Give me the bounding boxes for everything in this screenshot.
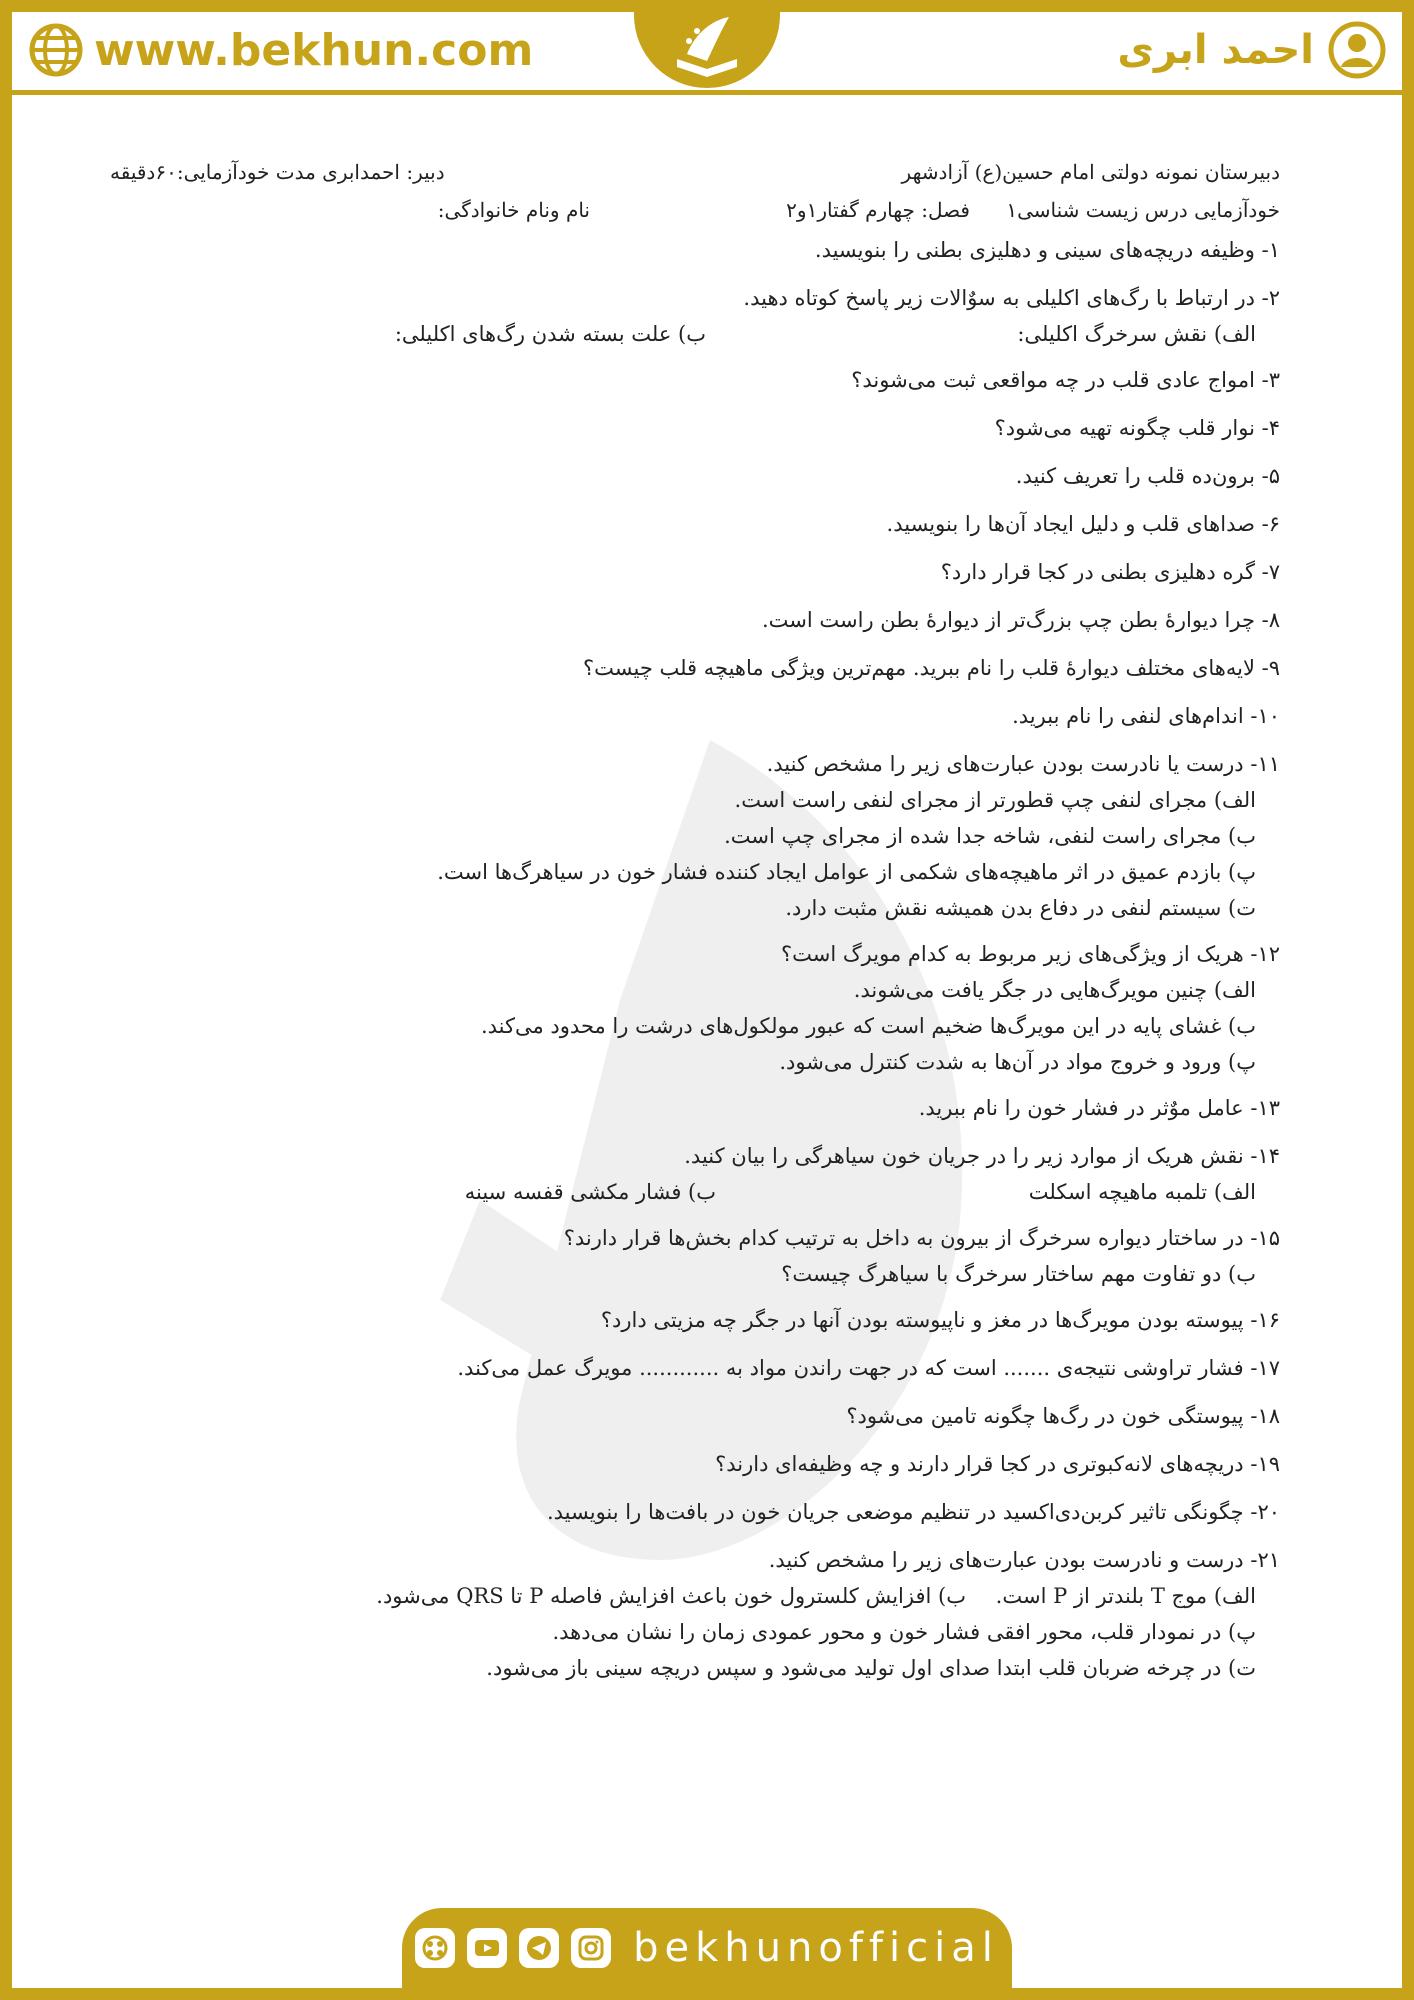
author-name: احمد ابری <box>1117 27 1314 73</box>
footer-bar <box>402 1908 1012 1988</box>
question-14-part-a: الف) تلمبه ماهیچه اسکلت <box>1028 1180 1256 1204</box>
school-name: دبیرستان نمونه دولتی امام حسین(ع) آزادشهر <box>901 160 1280 184</box>
name-field: نام ونام خانوادگی: <box>437 198 590 222</box>
question-21-item: ت) در چرخه ضربان قلب ابتدا صدای اول تولید می‌شود و سپس دریچه سینی باز می‌شود. <box>486 1656 1256 1680</box>
social-handle: bekhunofficial <box>633 1925 999 1971</box>
question-15: ۱۵- در ساختار دیواره سرخرگ از بیرون به داخل به ترتیب کدام بخش‌ها قرار دارند؟ <box>563 1226 1280 1250</box>
question-3: ۳- امواج عادی قلب در چه مواقعی ثبت می‌شوند؟ <box>851 368 1280 392</box>
chapter-title: فصل: چهارم گفتار۱و۲ <box>786 198 970 222</box>
question-12-item: پ) ورود و خروج مواد در آن‌ها به شدت کنترل می‌شود. <box>779 1050 1256 1074</box>
question-9: ۹- لایه‌های مختلف دیوارهٔ قلب را نام ببرید. مهم‌ترین ویژگی ماهیچه قلب چیست؟ <box>582 656 1280 680</box>
question-12-item: الف) چنین مویرگ‌هایی در جگر یافت می‌شوند. <box>853 978 1256 1002</box>
question-21-part-b: ب) افزایش کلسترول خون باعث افزایش فاصله P تا QRS می‌شود. <box>376 1584 966 1608</box>
question-16: ۱۶- پیوسته بودن مویرگ‌ها در مغز و ناپیوسته بودن آنها در جگر چه مزیتی دارد؟ <box>600 1308 1280 1332</box>
exam-header-row-2 <box>110 198 1280 228</box>
question-11: ۱۱- درست یا نادرست بودن عبارت‌های زیر را مشخص کنید. <box>766 752 1280 776</box>
question-2-part-b: ب) علت بسته شدن رگ‌های اکلیلی: <box>394 322 706 346</box>
globe-icon <box>28 22 84 78</box>
question-18: ۱۸- پیوستگی خون در رگ‌ها چگونه تامین می‌شود؟ <box>846 1404 1280 1428</box>
question-2: ۲- در ارتباط با رگ‌های اکلیلی به سوٌالات زیر پاسخ کوتاه دهید. <box>743 286 1280 310</box>
youtube-icon[interactable] <box>467 1928 507 1968</box>
question-12: ۱۲- هریک از ویژگی‌های زیر مربوط به کدام مویرگ است؟ <box>781 942 1280 966</box>
question-11-item: پ) بازدم عمیق در اثر ماهیچه‌های شکمی از عوامل ایجاد کننده فشار خون در سیاهرگ‌ها است. <box>437 860 1256 884</box>
question-15-item: ب) دو تفاوت مهم ساختار سرخرگ با سیاهرگ چیست؟ <box>781 1262 1256 1286</box>
instagram-icon[interactable] <box>571 1928 611 1968</box>
site-link[interactable] <box>28 20 533 80</box>
site-url: www.bekhun.com <box>94 24 534 76</box>
question-11-item: الف) مجرای لنفی چپ قطورتر از مجرای لنفی راست است. <box>734 788 1256 812</box>
question-21-item: پ) در نمودار قلب، محور افقی فشار خون و محور عمودی زمان را نشان می‌دهد. <box>552 1620 1256 1644</box>
question-11-item: ت) سیستم لنفی در دفاع بدن همیشه نقش مثبت دارد. <box>785 896 1256 920</box>
question-19: ۱۹- دریچه‌های لانه‌کبوتری در کجا قرار دارند و چه وظیفه‌ای دارند؟ <box>715 1452 1280 1476</box>
book-logo-icon <box>667 9 747 79</box>
telegram-icon[interactable] <box>519 1928 559 1968</box>
question-8: ۸- چرا دیوارهٔ بطن چپ بزرگ‌تر از دیوارهٔ بطن راست است. <box>762 608 1280 632</box>
question-1: ۱- وظیفه دریچه‌های سینی و دهلیزی بطنی را بنویسید. <box>814 238 1280 262</box>
question-21-part-a: الف) موج T بلندتر از P است. <box>995 1584 1256 1608</box>
question-20: ۲۰- چگونگی تاثیر کربن‌دی‌اکسید در تنظیم موضعی جریان خون در بافت‌ها را بنویسید. <box>546 1500 1280 1524</box>
course-title: خودآزمایی درس زیست شناسی۱ <box>1006 198 1280 222</box>
author-block <box>1117 20 1386 80</box>
question-2-part-a: الف) نقش سرخرگ اکلیلی: <box>1017 322 1256 346</box>
question-4: ۴- نوار قلب چگونه تهیه می‌شود؟ <box>994 416 1280 440</box>
teacher-time: دبیر: احمدابری مدت خودآزمایی:۶۰دقیقه <box>110 160 445 184</box>
user-icon <box>1328 21 1386 79</box>
question-13: ۱۳- عامل موٌثر در فشار خون را نام ببرید. <box>918 1096 1280 1120</box>
question-11-item: ب) مجرای راست لنفی، شاخه جدا شده از مجرای چپ است. <box>724 824 1256 848</box>
question-21: ۲۱- درست و نادرست بودن عبارت‌های زیر را مشخص کنید. <box>768 1548 1280 1572</box>
question-12-item: ب) غشای پایه در این مویرگ‌ها ضخیم است که عبور مولکول‌های درشت را محدود می‌کند. <box>480 1014 1256 1038</box>
question-5: ۵- برون‌ده قلب را تعریف کنید. <box>1015 464 1280 488</box>
question-14-part-b: ب) فشار مکشی قفسه سینه <box>464 1180 716 1204</box>
question-7: ۷- گره دهلیزی بطنی در کجا قرار دارد؟ <box>940 560 1280 584</box>
question-17: ۱۷- فشار تراوشی نتیجه‌ی ....... است که در جهت راندن مواد به ............ مویرگ عمل می‌کند. <box>457 1356 1280 1380</box>
question-10: ۱۰- اندام‌های لنفی را نام ببرید. <box>1012 704 1280 728</box>
exam-header-row-1 <box>110 160 1280 190</box>
aparat-icon[interactable] <box>415 1928 455 1968</box>
question-6: ۶- صداهای قلب و دلیل ایجاد آن‌ها را بنویسید. <box>886 512 1280 536</box>
question-14: ۱۴- نقش هریک از موارد زیر را در جریان خون سیاهرگی را بیان کنید. <box>684 1144 1280 1168</box>
